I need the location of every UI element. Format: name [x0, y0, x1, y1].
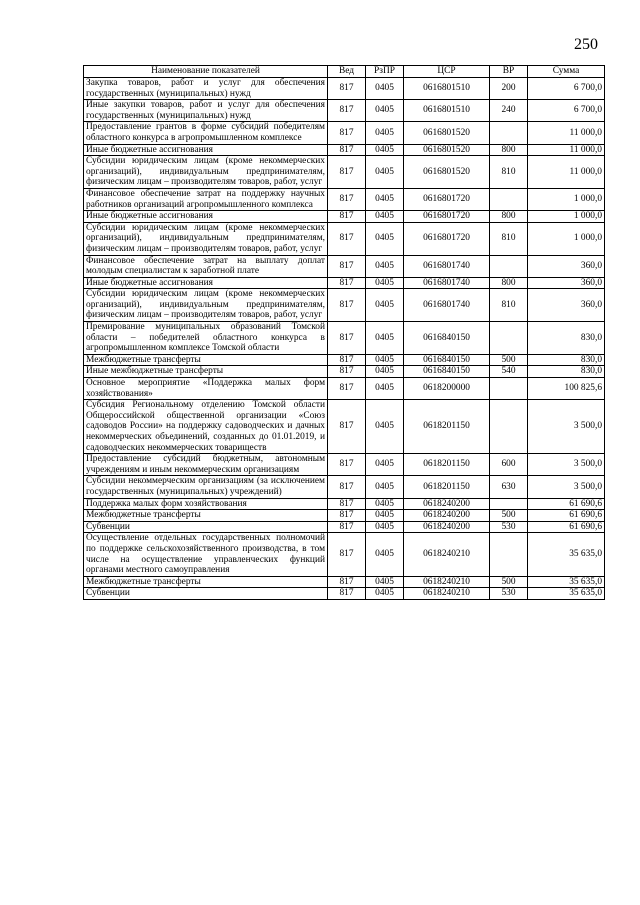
table-row [84, 521, 605, 533]
row-sum: 61 690,6 [528, 521, 605, 533]
row-ved: 817 [328, 476, 366, 498]
row-name: Иные бюджетные ассигнования [84, 211, 328, 223]
row-name: Финансовое обеспечение затрат на выплату доплат молодым специалистам к заработной плате [84, 255, 328, 277]
row-vr [490, 255, 528, 277]
row-csr: 0618240210 [404, 576, 490, 588]
table-row [84, 366, 605, 378]
row-csr: 0616801520 [404, 144, 490, 156]
table-row [84, 498, 605, 510]
row-rzpr: 0405 [366, 510, 404, 522]
table-row [84, 222, 605, 255]
row-vr: 810 [490, 222, 528, 255]
table-row [84, 322, 605, 355]
row-ved: 817 [328, 366, 366, 378]
row-csr: 0616801720 [404, 211, 490, 223]
row-rzpr: 0405 [366, 454, 404, 476]
table-body [84, 78, 605, 600]
row-vr [490, 122, 528, 144]
row-name: Субвенции [84, 521, 328, 533]
row-csr: 0616801720 [404, 222, 490, 255]
row-ved: 817 [328, 188, 366, 210]
row-rzpr: 0405 [366, 144, 404, 156]
row-rzpr: 0405 [366, 122, 404, 144]
row-name: Закупка товаров, работ и услуг для обеспечения государственных (муниципальных) нужд [84, 78, 328, 100]
header-csr: ЦСР [404, 66, 490, 78]
table-row [84, 476, 605, 498]
row-ved: 817 [328, 156, 366, 189]
table-row [84, 100, 605, 122]
row-ved: 817 [328, 533, 366, 576]
row-sum: 6 700,0 [528, 100, 605, 122]
table-row [84, 454, 605, 476]
row-name: Межбюджетные трансферты [84, 354, 328, 366]
row-vr [490, 322, 528, 355]
row-rzpr: 0405 [366, 322, 404, 355]
row-csr: 0616801740 [404, 277, 490, 289]
row-sum: 1 000,0 [528, 188, 605, 210]
row-rzpr: 0405 [366, 156, 404, 189]
row-sum: 61 690,6 [528, 510, 605, 522]
row-vr: 800 [490, 144, 528, 156]
page-number: 250 [574, 36, 598, 53]
table-row [84, 378, 605, 400]
row-csr: 0618240210 [404, 533, 490, 576]
row-ved: 817 [328, 576, 366, 588]
header-vr: ВР [490, 66, 528, 78]
row-rzpr: 0405 [366, 576, 404, 588]
row-rzpr: 0405 [366, 289, 404, 322]
row-ved: 817 [328, 378, 366, 400]
table-row [84, 576, 605, 588]
row-csr: 0618240200 [404, 498, 490, 510]
row-vr [490, 400, 528, 454]
row-rzpr: 0405 [366, 255, 404, 277]
row-sum: 61 690,6 [528, 498, 605, 510]
table-row [84, 510, 605, 522]
table-row [84, 277, 605, 289]
row-ved: 817 [328, 498, 366, 510]
budget-table [83, 65, 605, 600]
row-vr: 200 [490, 78, 528, 100]
table-row [84, 588, 605, 600]
row-csr: 0616801740 [404, 255, 490, 277]
row-csr: 0618201150 [404, 454, 490, 476]
row-ved: 817 [328, 521, 366, 533]
row-sum: 3 500,0 [528, 454, 605, 476]
row-ved: 817 [328, 78, 366, 100]
row-name: Осуществление отдельных государственных полномочий по поддержке сельскохозяйственного производства, в том числе на осуществление управленческих функций органами местного самоуправления [84, 533, 328, 576]
header-name: Наименование показателей [84, 66, 328, 78]
row-rzpr: 0405 [366, 277, 404, 289]
row-name: Субвенции [84, 588, 328, 600]
table-row [84, 144, 605, 156]
row-rzpr: 0405 [366, 588, 404, 600]
row-ved: 817 [328, 588, 366, 600]
row-csr: 0618201150 [404, 476, 490, 498]
table-row [84, 156, 605, 189]
row-name: Иные бюджетные ассигнования [84, 277, 328, 289]
row-vr: 530 [490, 588, 528, 600]
row-name: Субсидии юридическим лицам (кроме некоммерческих организаций), индивидуальным предпринимателям, физическим лицам – производителям товаров, работ, услуг [84, 289, 328, 322]
row-sum: 6 700,0 [528, 78, 605, 100]
row-csr: 0618201150 [404, 400, 490, 454]
row-name: Поддержка малых форм хозяйствования [84, 498, 328, 510]
row-name: Субсидии юридическим лицам (кроме некоммерческих организаций), индивидуальным предпринимателям, физическим лицам – производителям товаров, работ, услуг [84, 222, 328, 255]
row-rzpr: 0405 [366, 476, 404, 498]
row-vr [490, 378, 528, 400]
row-rzpr: 0405 [366, 188, 404, 210]
row-name: Межбюджетные трансферты [84, 510, 328, 522]
row-vr: 240 [490, 100, 528, 122]
row-name: Субсидии юридическим лицам (кроме некоммерческих организаций), индивидуальным предпринимателям, физическим лицам – производителям товаров, работ, услуг [84, 156, 328, 189]
row-csr: 0618240200 [404, 510, 490, 522]
row-ved: 817 [328, 322, 366, 355]
row-sum: 3 500,0 [528, 476, 605, 498]
row-sum: 360,0 [528, 277, 605, 289]
row-vr [490, 498, 528, 510]
row-vr: 810 [490, 156, 528, 189]
row-vr [490, 533, 528, 576]
row-ved: 817 [328, 289, 366, 322]
row-ved: 817 [328, 400, 366, 454]
row-sum: 35 635,0 [528, 533, 605, 576]
row-ved: 817 [328, 211, 366, 223]
row-csr: 0616840150 [404, 322, 490, 355]
row-name: Предоставление грантов в форме субсидий победителям областного конкурса в агропромышленном комплексе [84, 122, 328, 144]
header-ved: Вед [328, 66, 366, 78]
row-rzpr: 0405 [366, 354, 404, 366]
row-name: Иные межбюджетные трансферты [84, 366, 328, 378]
row-csr: 0616801740 [404, 289, 490, 322]
row-rzpr: 0405 [366, 498, 404, 510]
row-name: Межбюджетные трансферты [84, 576, 328, 588]
row-sum: 830,0 [528, 366, 605, 378]
row-name: Премирование муниципальных образований Томской области – победителей областного конкурса в агропромышленном комплексе Томской области [84, 322, 328, 355]
row-ved: 817 [328, 222, 366, 255]
row-vr: 800 [490, 211, 528, 223]
row-name: Субсидия Региональному отделению Томской области Общероссийской общественной организации «Союз садоводов России» на поддержку садоводческих и дачных некоммерческих объединений, созданных до 01.01.2019, и садоводческих некоммерческих товариществ [84, 400, 328, 454]
row-sum: 830,0 [528, 322, 605, 355]
row-rzpr: 0405 [366, 211, 404, 223]
row-ved: 817 [328, 454, 366, 476]
row-rzpr: 0405 [366, 378, 404, 400]
row-csr: 0616801720 [404, 188, 490, 210]
row-vr: 600 [490, 454, 528, 476]
row-rzpr: 0405 [366, 78, 404, 100]
table-row [84, 211, 605, 223]
row-sum: 35 635,0 [528, 576, 605, 588]
row-sum: 35 635,0 [528, 588, 605, 600]
row-vr: 500 [490, 510, 528, 522]
row-rzpr: 0405 [366, 533, 404, 576]
row-vr [490, 188, 528, 210]
row-name: Предоставление субсидий бюджетным, автономным учреждениям и иным некоммерческим организациям [84, 454, 328, 476]
row-csr: 0618240210 [404, 588, 490, 600]
row-rzpr: 0405 [366, 366, 404, 378]
row-rzpr: 0405 [366, 521, 404, 533]
row-sum: 100 825,6 [528, 378, 605, 400]
row-ved: 817 [328, 100, 366, 122]
row-csr: 0616840150 [404, 354, 490, 366]
row-ved: 817 [328, 144, 366, 156]
row-csr: 0616840150 [404, 366, 490, 378]
row-sum: 1 000,0 [528, 222, 605, 255]
row-vr: 540 [490, 366, 528, 378]
row-name: Финансовое обеспечение затрат на поддержку научных работников организаций агропромышленного комплекса [84, 188, 328, 210]
row-name: Субсидии некоммерческим организациям (за исключением государственных (муниципальных) учреждений) [84, 476, 328, 498]
table-row [84, 78, 605, 100]
table-row [84, 122, 605, 144]
row-vr: 530 [490, 521, 528, 533]
row-sum: 830,0 [528, 354, 605, 366]
table-header-row [84, 66, 605, 78]
header-rzpr: РзПР [366, 66, 404, 78]
row-vr: 810 [490, 289, 528, 322]
row-ved: 817 [328, 255, 366, 277]
row-vr: 500 [490, 576, 528, 588]
table-row [84, 255, 605, 277]
row-sum: 1 000,0 [528, 211, 605, 223]
row-csr: 0618200000 [404, 378, 490, 400]
row-ved: 817 [328, 354, 366, 366]
row-sum: 11 000,0 [528, 156, 605, 189]
row-name: Иные бюджетные ассигнования [84, 144, 328, 156]
table-row [84, 188, 605, 210]
row-csr: 0616801520 [404, 156, 490, 189]
table-row [84, 289, 605, 322]
row-ved: 817 [328, 277, 366, 289]
row-csr: 0616801510 [404, 100, 490, 122]
row-csr: 0616801520 [404, 122, 490, 144]
row-csr: 0616801510 [404, 78, 490, 100]
row-rzpr: 0405 [366, 100, 404, 122]
row-sum: 11 000,0 [528, 144, 605, 156]
row-rzpr: 0405 [366, 222, 404, 255]
table-row [84, 400, 605, 454]
row-vr: 500 [490, 354, 528, 366]
row-vr: 630 [490, 476, 528, 498]
header-sum: Сумма [528, 66, 605, 78]
row-rzpr: 0405 [366, 400, 404, 454]
row-ved: 817 [328, 510, 366, 522]
row-sum: 360,0 [528, 255, 605, 277]
row-csr: 0618240200 [404, 521, 490, 533]
row-vr: 800 [490, 277, 528, 289]
row-ved: 817 [328, 122, 366, 144]
row-sum: 11 000,0 [528, 122, 605, 144]
row-name: Основное мероприятие «Поддержка малых форм хозяйствования» [84, 378, 328, 400]
row-sum: 360,0 [528, 289, 605, 322]
row-sum: 3 500,0 [528, 400, 605, 454]
row-name: Иные закупки товаров, работ и услуг для обеспечения государственных (муниципальных) нужд [84, 100, 328, 122]
table-row [84, 533, 605, 576]
table-row [84, 354, 605, 366]
